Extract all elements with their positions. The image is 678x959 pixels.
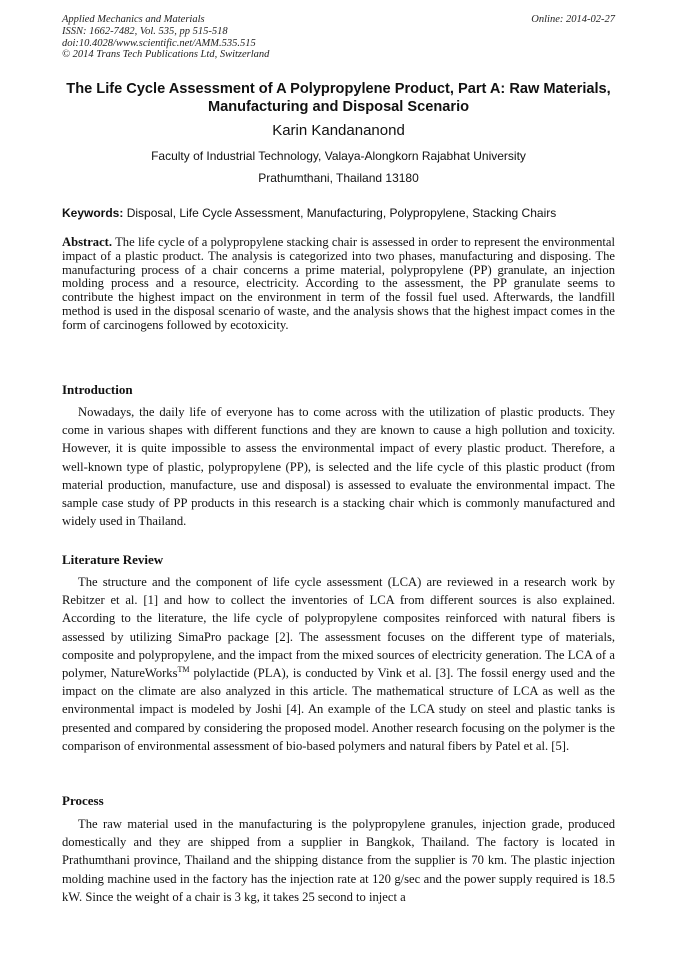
journal-header (62, 14, 615, 61)
doi-line: doi:10.4028/www.scientific.net/AMM.535.515 (62, 37, 256, 49)
keywords-text: Disposal, Life Cycle Assessment, Manufacturing, Polypropylene, Stacking Chairs (126, 206, 557, 220)
copyright-line: © 2014 Trans Tech Publications Ltd, Switzerland (62, 49, 270, 61)
journal-name: Applied Mechanics and Materials (62, 14, 205, 25)
affiliation-line-1: Faculty of Industrial Technology, Valaya-Alongkorn Rajabhat University (151, 149, 526, 163)
author-name: Karin Kandananond (272, 122, 405, 139)
abstract-label: Abstract. (62, 235, 113, 249)
keywords (62, 206, 615, 221)
process-heading: Process (62, 793, 104, 808)
trademark-superscript: TM (177, 664, 190, 674)
literature-review-paragraph (62, 573, 615, 755)
literature-review-heading: Literature Review (62, 552, 164, 567)
introduction-paragraph: Nowadays, the daily life of everyone has to come across with the utilization of plastic products. They come in various shapes with different functions and they are known to cause a high pollution and toxicity. However, it is quite impossible to assess the environmental impact of every plastic product. Therefore, a well-known type of plastic, polypropylene (PP), is selected and the life cycle of this plastic product (from material production, manufacture, use and disposal) is assessed to evaluate the environmental impact. The sample case study of PP products in this research is a stacking chair which is commonly manufactured and widely used in Thailand. (62, 405, 615, 529)
literature-text-part-1: The structure and the component of life cycle assessment (LCA) are reviewed in a research work by Rebitzer et al. [1] and how to collect the inventories of LCA from different sources is also explained. According to the literature, the life cycle of polypropylene composites reinforced with natural fibers is assessed by utilizing SimaPro package [2]. The assessment focuses on the different type of materials, composite and polypropylene, and the impact from the mixed sources of electricity generation. The LCA of a polymer, NatureWorks (62, 575, 615, 681)
issn-line: ISSN: 1662-7482, Vol. 535, pp 515-518 (62, 25, 228, 37)
process-paragraph: The raw material used in the manufacturing is the polypropylene granules, injection grade, produced domestically and they are shipped from a supplier in Bangkok, Thailand. The factory is located in Prathumthani province, Thailand and the shipping distance from the supplier is 70 km. The plastic injection molding machine used in the factory has the injection rate at 120 g/sec and the power supply required is 18.5 kW. Since the weight of a chair is 3 kg, it takes 25 second to inject a (62, 817, 615, 904)
affiliation-line-2: Prathumthani, Thailand 13180 (258, 171, 419, 185)
literature-text-part-2: polylactide (PLA), is conducted by Vink et al. [3]. The fossil energy used and the impact on the climate are also analyzed in this article. The mathematical structure of LCA as well as the environmental impact is modeled by Joshi [4]. An example of the LCA study on steel and plastic tanks is presented and compared by considering the proposed model. Another research focusing on the polymer is the comparison of environmental assessment of bio-based polymers and natural fibers by Patel et al. [5]. (62, 666, 615, 753)
paper-title: The Life Cycle Assessment of A Polypropylene Product, Part A: Raw Materials, Manufacturing and Disposal Scenario (66, 81, 611, 115)
abstract-text: The life cycle of a polypropylene stacking chair is assessed in order to represent the environmental impact of a plastic product. The analysis is categorized into two phases, manufacturing and disposing. The manufacturing process of a chair concerns a prime material, polypropylene (PP) granulate, an injection molding process and a resource, electricity. According to the assessment, the PP granulate seems to contribute the highest impact on the environment in term of the fossil fuel used. Afterwards, the landfill method is used in the disposal scenario of waste, and the analysis shows that the highest impact comes in the form of carcinogens followed by ecotoxicity. (62, 235, 615, 332)
keywords-label: Keywords: (62, 206, 124, 220)
online-date: Online: 2014-02-27 (531, 14, 615, 25)
introduction-heading: Introduction (62, 382, 133, 397)
abstract (62, 236, 615, 333)
